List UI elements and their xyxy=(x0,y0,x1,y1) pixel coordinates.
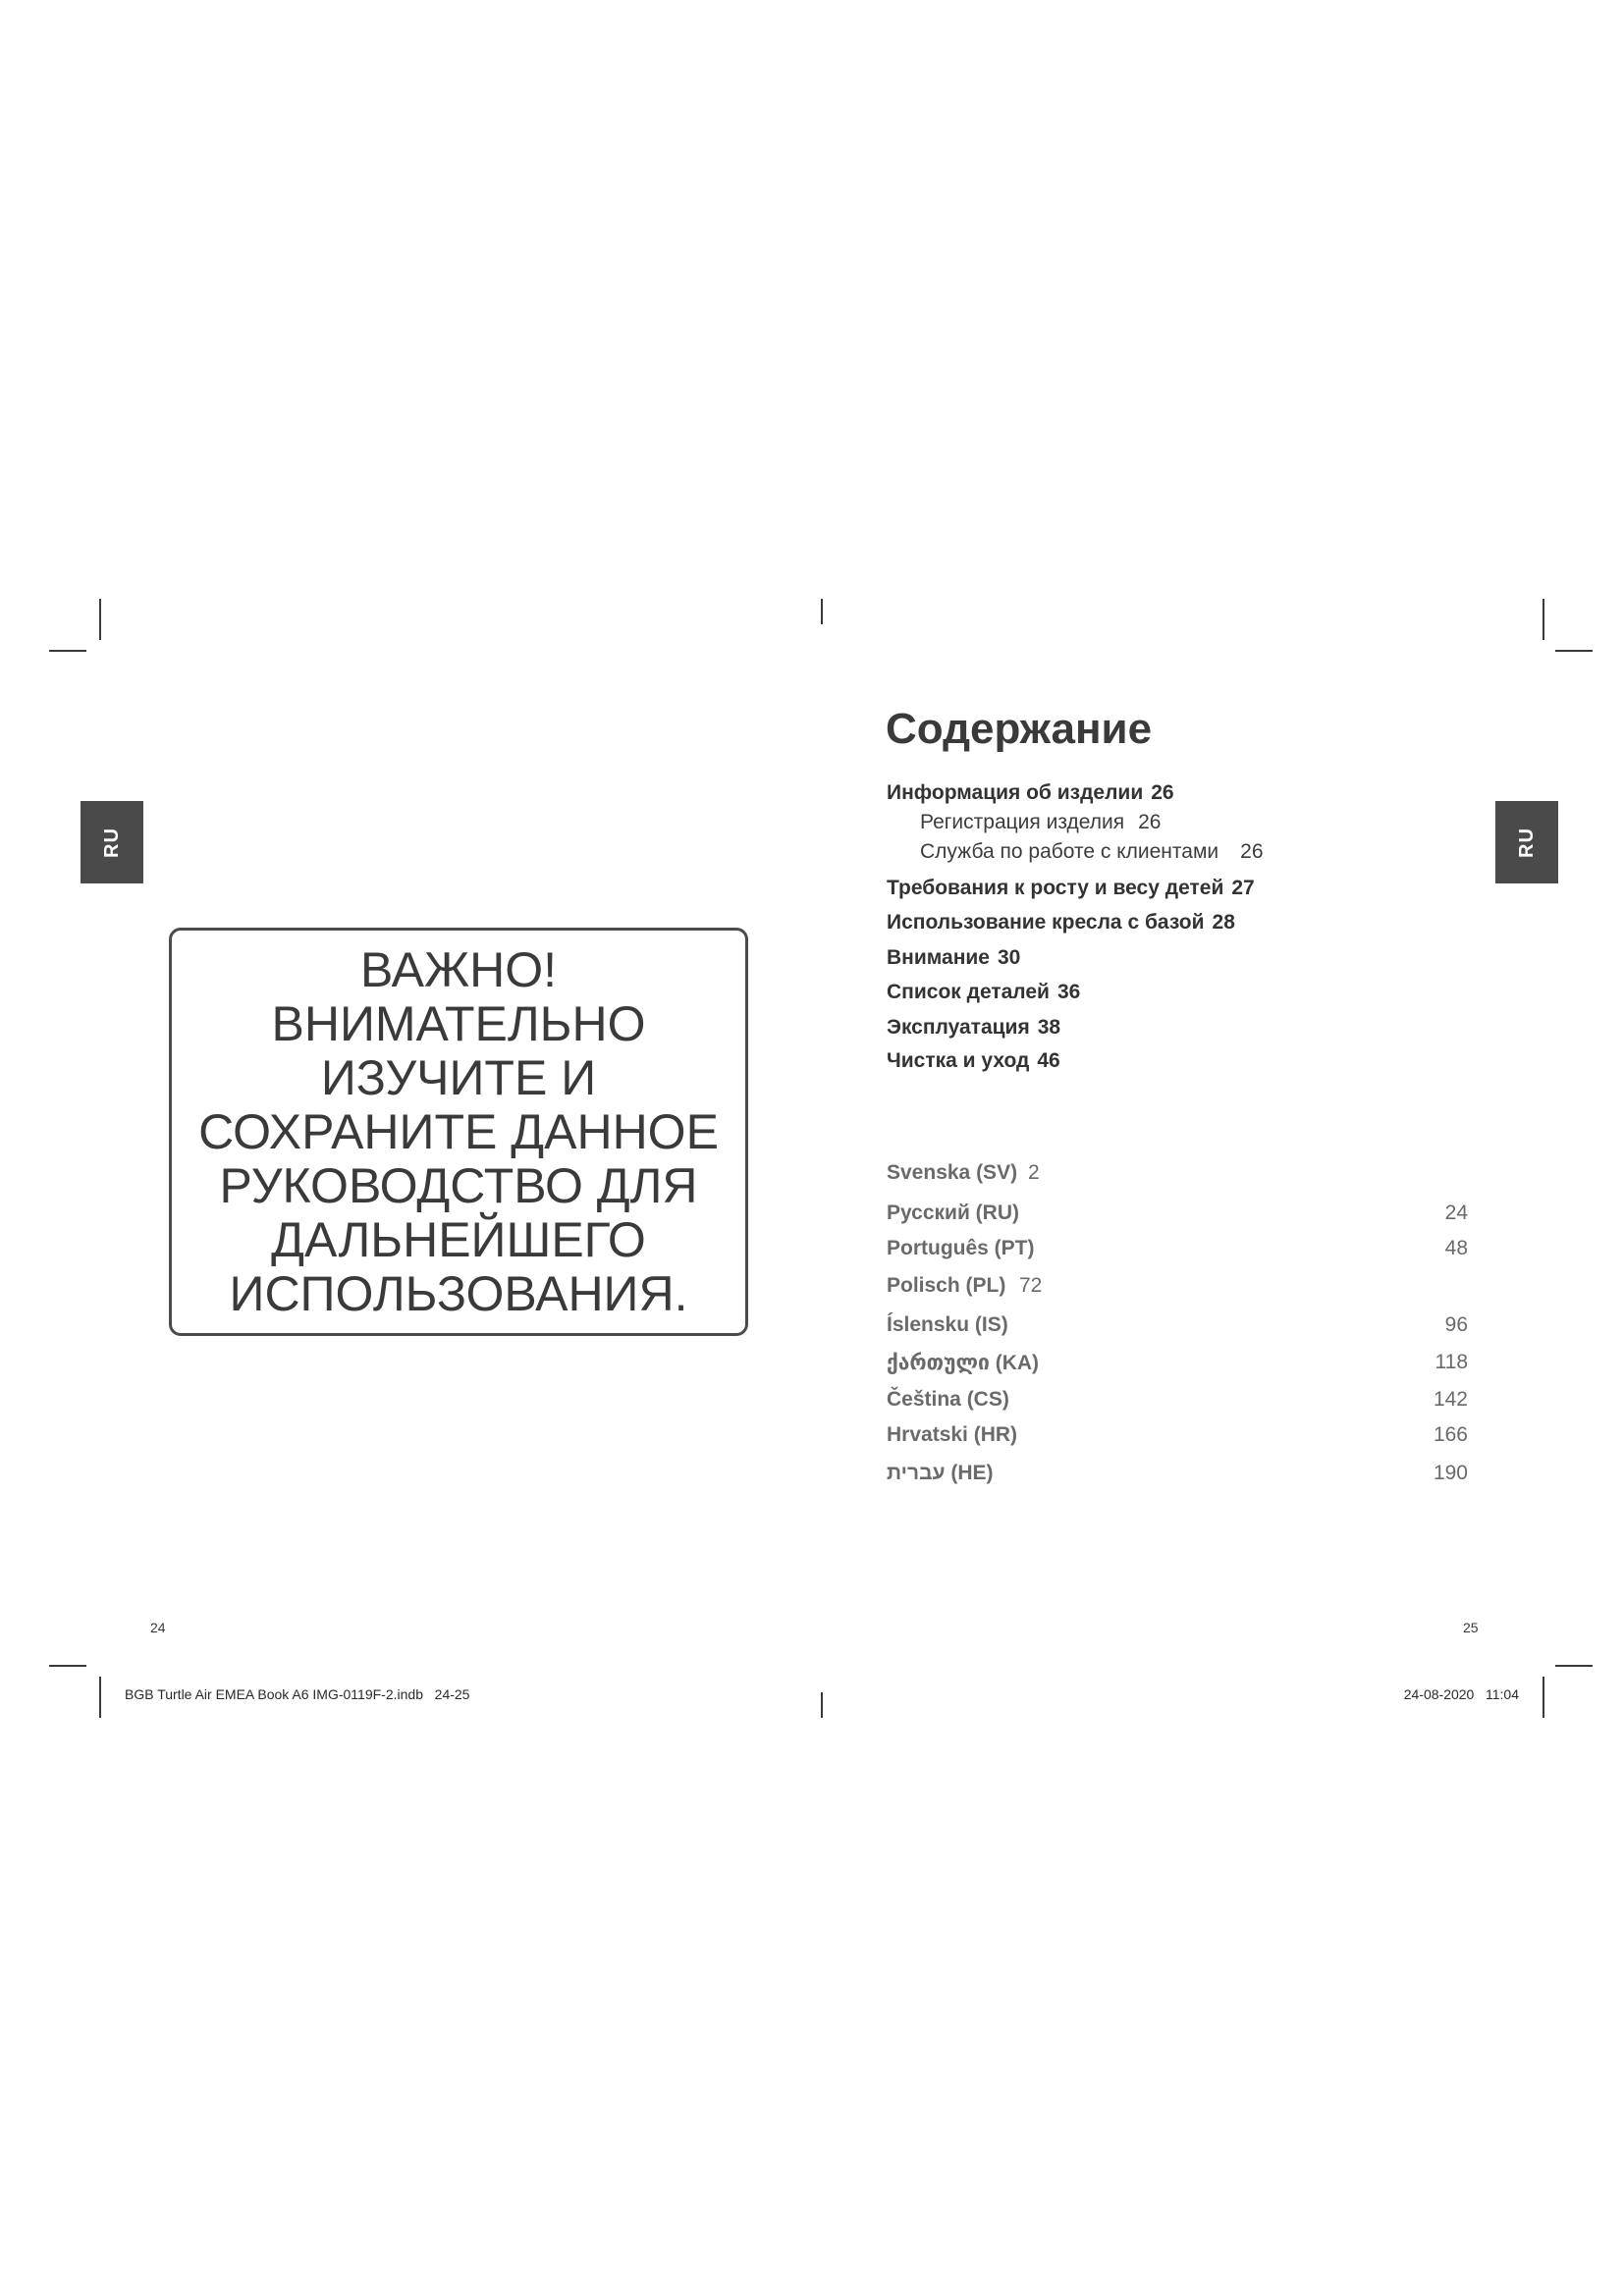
toc-item[interactable] xyxy=(887,1049,1060,1073)
crop-mark xyxy=(1543,1677,1544,1718)
toc-item-page: 27 xyxy=(1231,877,1255,899)
language-page: 96 xyxy=(1444,1313,1468,1336)
toc-item-label: Внимание xyxy=(887,946,990,969)
language-item[interactable] xyxy=(887,1351,1468,1376)
language-item[interactable] xyxy=(887,1161,1468,1187)
language-tab-right xyxy=(1495,801,1558,883)
notice-line: РУКОВОДСТВО ДЛЯ xyxy=(219,1157,698,1213)
crop-mark xyxy=(821,599,823,624)
toc-item[interactable] xyxy=(887,877,1255,900)
language-tab-label: RU xyxy=(100,827,123,858)
notice-line: ИСПОЛЬЗОВАНИЯ. xyxy=(229,1265,688,1321)
language-name: עברית (HE) xyxy=(887,1462,994,1484)
language-item[interactable] xyxy=(887,1274,1468,1300)
page-number-right: 25 xyxy=(1463,1620,1479,1635)
crop-mark xyxy=(49,650,86,652)
language-tab-label: RU xyxy=(1515,827,1538,858)
language-page: 166 xyxy=(1433,1423,1468,1446)
notice-line: ДАЛЬНЕЙШЕГО xyxy=(271,1211,646,1267)
language-name: Português (PT) xyxy=(887,1237,1035,1259)
crop-mark xyxy=(1555,650,1593,652)
toc-item[interactable] xyxy=(887,1016,1060,1040)
notice-line: ИЗУЧИТЕ И xyxy=(320,1049,597,1105)
print-timestamp: 24-08-2020 11:04 xyxy=(1403,1686,1519,1702)
toc-item-label: Использование кресла с базой xyxy=(887,911,1205,934)
toc-item-label: Эксплуатация xyxy=(887,1016,1030,1039)
language-name: Íslensku (IS) xyxy=(887,1313,1008,1336)
page-number-left: 24 xyxy=(150,1620,166,1635)
language-name: Polisch (PL) xyxy=(887,1274,1006,1297)
toc-item-page: 46 xyxy=(1037,1049,1060,1072)
toc-item[interactable] xyxy=(887,911,1235,934)
language-page: 72 xyxy=(1019,1274,1043,1297)
toc-item-page: 26 xyxy=(1138,811,1162,833)
crop-mark xyxy=(99,599,101,640)
toc-item-page: 28 xyxy=(1212,911,1235,934)
language-page: 24 xyxy=(1444,1201,1468,1224)
notice-line: ВАЖНО! xyxy=(359,941,558,997)
language-name: Svenska (SV) xyxy=(887,1161,1018,1184)
print-file-info: BGB Turtle Air EMEA Book A6 IMG-0119F-2.indb 24-25 xyxy=(125,1686,470,1702)
notice-line: СОХРАНИТЕ ДАННОЕ xyxy=(198,1103,719,1159)
toc-item-page: 36 xyxy=(1056,981,1081,1003)
language-page: 190 xyxy=(1433,1462,1468,1484)
toc-item[interactable] xyxy=(887,781,1174,805)
language-item[interactable] xyxy=(887,1313,1468,1339)
language-name: Čeština (CS) xyxy=(887,1388,1009,1411)
toc-item-label: Список деталей xyxy=(887,981,1050,1003)
language-name: Hrvatski (HR) xyxy=(887,1423,1018,1446)
language-tab-left xyxy=(81,801,143,883)
language-page: 48 xyxy=(1444,1237,1468,1259)
toc-item-page: 26 xyxy=(1151,781,1174,804)
toc-item-label: Информация об изделии xyxy=(887,781,1144,804)
language-item[interactable] xyxy=(887,1201,1468,1227)
toc-item-page: 38 xyxy=(1037,1016,1061,1039)
language-name: Русский (RU) xyxy=(887,1201,1020,1224)
crop-mark xyxy=(1555,1665,1593,1667)
toc-item[interactable] xyxy=(887,946,1020,970)
language-name: ქართული (KA) xyxy=(887,1352,1040,1374)
important-notice-box xyxy=(169,928,748,1336)
language-item[interactable] xyxy=(887,1423,1468,1449)
crop-mark xyxy=(49,1665,86,1667)
toc-item-label: Чистка и уход xyxy=(887,1049,1030,1072)
toc-item-page: 26 xyxy=(1240,840,1264,863)
toc-item[interactable] xyxy=(887,981,1080,1004)
toc-item-label: Служба по работе с клиентами xyxy=(920,840,1219,863)
language-item[interactable] xyxy=(887,1388,1468,1414)
toc-item-label: Регистрация изделия xyxy=(920,811,1125,833)
crop-mark xyxy=(821,1692,823,1718)
toc-item-page: 30 xyxy=(997,946,1021,969)
notice-line: ВНИМАТЕЛЬНО xyxy=(271,995,646,1051)
language-item[interactable] xyxy=(887,1462,1468,1487)
toc-subitem[interactable] xyxy=(920,840,1264,864)
toc-item-label: Требования к росту и весу детей xyxy=(887,877,1224,899)
toc-subitem[interactable] xyxy=(920,811,1161,834)
language-page: 2 xyxy=(1028,1161,1040,1184)
language-item[interactable] xyxy=(887,1237,1468,1262)
page-title: Содержание xyxy=(886,705,1153,753)
language-page: 118 xyxy=(1435,1351,1468,1373)
language-page: 142 xyxy=(1433,1388,1468,1411)
crop-mark xyxy=(99,1677,101,1718)
crop-mark xyxy=(1543,599,1544,640)
